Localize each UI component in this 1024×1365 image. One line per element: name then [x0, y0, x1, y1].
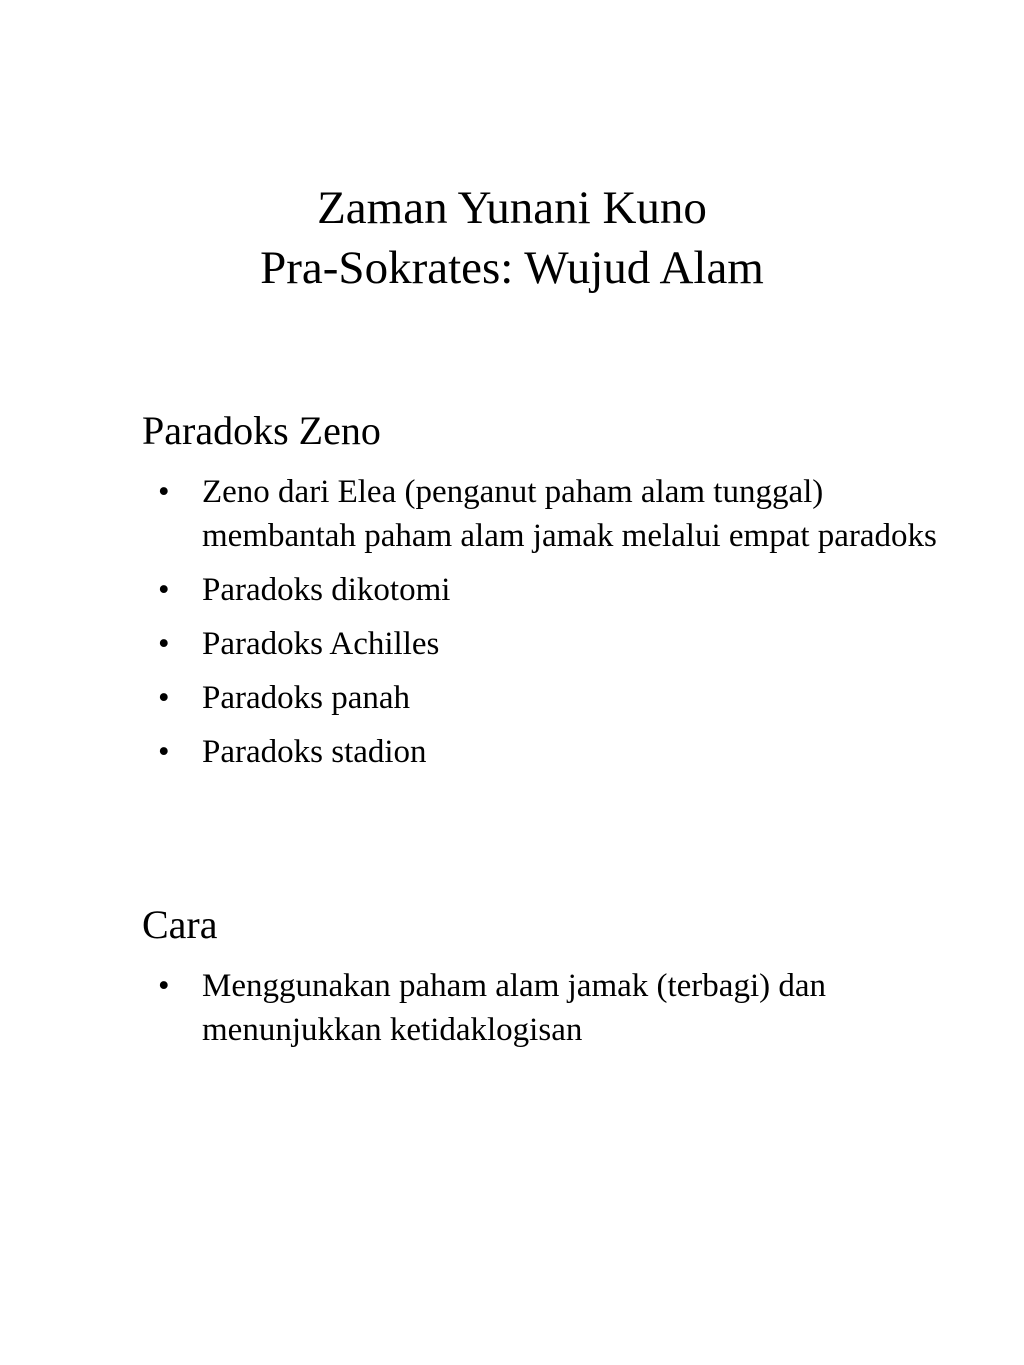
slide-title-line-2: Pra-Sokrates: Wujud Alam: [260, 242, 764, 294]
list-item-text: Menggunakan paham alam jamak (terbagi) dan menunjukkan ketidaklogisan: [202, 968, 827, 1048]
bullet-icon: •: [158, 626, 170, 662]
bullet-icon: •: [158, 734, 170, 770]
list-item-text: Zeno dari Elea (penganut paham alam tunggal) membantah paham alam jamak melalui empat paradoks: [202, 474, 937, 554]
slide-title: [0, 178, 1024, 298]
list-item-text: Paradoks panah: [202, 680, 411, 716]
bullet-icon: •: [158, 680, 170, 716]
slide-title-line-1: Zaman Yunani Kuno: [317, 182, 707, 234]
list-item: [150, 676, 950, 720]
section-heading-paradoks-zeno: Paradoks Zeno: [142, 408, 381, 453]
bullet-list-cara: [150, 964, 950, 1062]
list-item-text: Paradoks dikotomi: [202, 572, 451, 608]
list-item: [150, 730, 950, 774]
list-item: [150, 470, 950, 558]
bullet-icon: •: [158, 572, 170, 608]
list-item: [150, 568, 950, 612]
bullet-icon: •: [158, 474, 170, 510]
bullet-icon: •: [158, 968, 170, 1004]
bullet-list-paradoks-zeno: [150, 470, 950, 784]
list-item: [150, 964, 950, 1052]
list-item: [150, 622, 950, 666]
list-item-text: Paradoks stadion: [202, 734, 427, 770]
section-heading-cara: Cara: [142, 902, 218, 947]
list-item-text: Paradoks Achilles: [202, 626, 440, 662]
